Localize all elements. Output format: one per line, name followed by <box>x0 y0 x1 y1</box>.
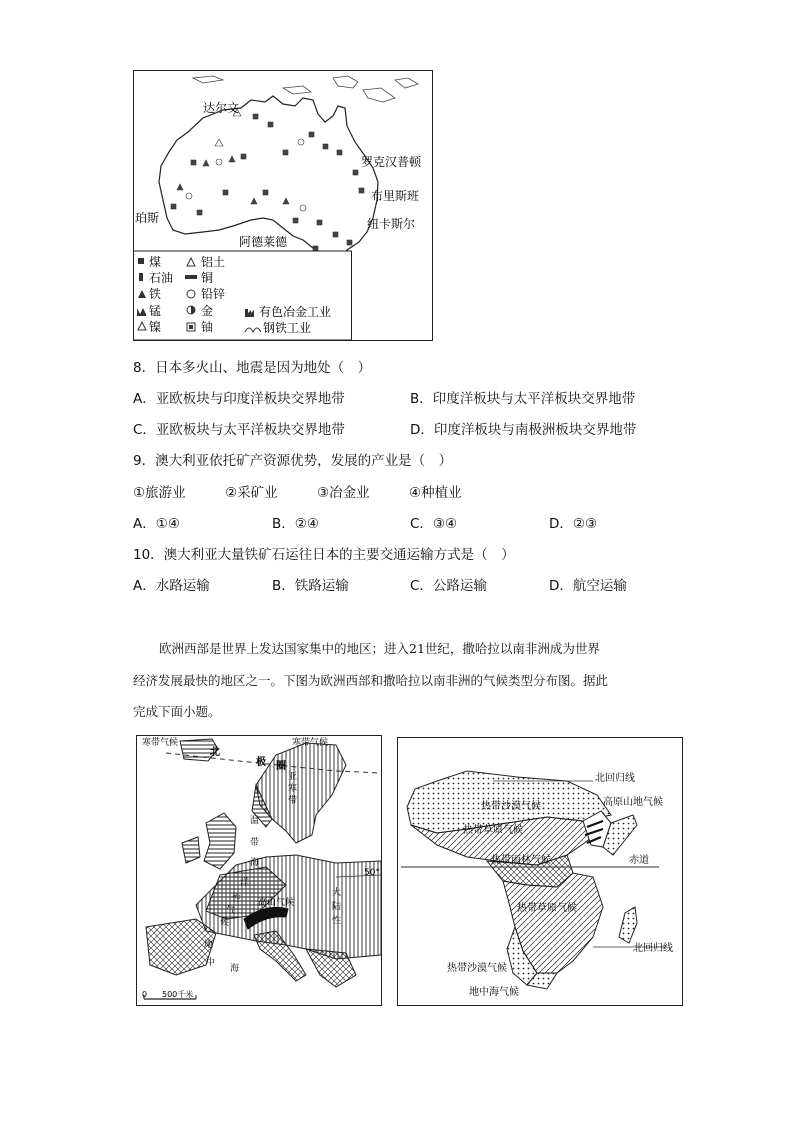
question-10-option-d[interactable]: D．航空运输 <box>549 578 627 594</box>
question-8-option-b[interactable]: B．印度洋板块与太平洋板块交界地带 <box>410 391 636 407</box>
label-alpine: 高山气候 <box>258 898 295 908</box>
legend-gold: 金 <box>201 304 214 318</box>
label-lat-50: 50° <box>364 868 380 878</box>
city-brisbane: 布里斯班 <box>371 189 420 203</box>
label-subarctic-1: 亚 <box>288 772 298 782</box>
label-subarctic-2: 寒 <box>288 784 298 794</box>
question-8-option-c[interactable]: C．亚欧板块与太平洋板块交界地带 <box>133 422 345 438</box>
question-9-option-b[interactable]: B．②④ <box>272 516 319 532</box>
label-highland: 高原山地气候 <box>603 797 663 808</box>
passage-line-3: 完成下面小题。 <box>133 704 221 719</box>
legend-iron: 铁 <box>149 287 162 301</box>
label-continental-3: 性 <box>332 916 342 926</box>
label-subarctic-3: 带 <box>288 796 298 806</box>
label-mediterranean: 地中海气候 <box>469 987 519 998</box>
label-desert-north: 热带沙漠气候 <box>481 801 541 812</box>
label-tm-3: 海 <box>250 858 260 868</box>
label-tropic-south: 北回归线 <box>633 943 673 954</box>
question-9-item-3: ③冶金业 <box>317 485 370 501</box>
question-10-option-b[interactable]: B．铁路运输 <box>272 578 349 594</box>
label-rainforest: 热带雨林气候 <box>491 855 551 866</box>
legend-coal: 煤 <box>149 255 162 269</box>
label-arctic-1: 北 <box>210 747 220 758</box>
city-perth: 珀斯 <box>135 211 160 225</box>
label-med-1: 地 <box>204 940 214 950</box>
question-9-option-c[interactable]: C．③④ <box>410 516 458 532</box>
label-savanna-north: 热带草原气候 <box>463 825 523 836</box>
legend-nickel: 镍 <box>149 320 162 334</box>
label-tm-5: 性 <box>232 894 242 904</box>
label-tm-4: 洋 <box>240 878 250 888</box>
label-arctic-3: 圈 <box>276 761 286 772</box>
australia-map <box>133 70 433 341</box>
label-tundra-left: 寒带气候 <box>142 738 179 748</box>
label-desert-south: 热带沙漠气候 <box>447 963 507 974</box>
city-adelaide: 阿德莱德 <box>239 235 288 249</box>
question-10-stem: 10．澳大利亚大量铁矿石运往日本的主要交通运输方式是（ ） <box>133 547 515 563</box>
label-continental-1: 大 <box>332 888 342 898</box>
label-med-3: 海 <box>230 964 240 974</box>
question-10-option-a[interactable]: A．水路运输 <box>133 578 210 594</box>
legend-box <box>134 251 352 340</box>
label-tundra-right: 寒带气候 <box>292 738 329 748</box>
question-9-stem: 9．澳大利亚依托矿产资源优势，发展的产业是（ ） <box>133 453 453 469</box>
city-darwin: 达尔文 <box>203 101 240 115</box>
passage-line-2: 经济发展最快的地区之一。下图为欧洲西部和撒哈拉以南非洲的气候类型分布图。据此 <box>133 673 609 688</box>
label-tm-6: 气 <box>226 906 236 916</box>
question-10-option-c[interactable]: C．公路运输 <box>410 578 487 594</box>
australia-map-figure <box>133 70 433 341</box>
legend-nonferrous: 有色冶金工业 <box>259 305 332 319</box>
africa-climate-figure <box>397 737 683 1006</box>
label-savanna-south: 热带草原气候 <box>517 903 577 914</box>
label-tm-2: 带 <box>250 838 260 848</box>
legend-lead-zinc: 铅锌 <box>201 287 226 301</box>
question-9-item-4: ④种植业 <box>409 485 462 501</box>
legend-oil: 石油 <box>149 271 174 285</box>
question-8-option-a[interactable]: A．亚欧板块与印度洋板块交界地带 <box>133 391 345 407</box>
label-arctic-2: 极 <box>256 757 266 768</box>
label-tm-7: 候 <box>220 918 230 928</box>
legend-copper: 铜 <box>201 271 214 285</box>
city-rockhampton: 罗克汉普顿 <box>361 155 422 169</box>
label-med-2: 中 <box>206 958 216 968</box>
label-continental-2: 陆 <box>332 902 342 912</box>
scale-label: 500千米 <box>162 990 194 999</box>
question-9-item-1: ①旅游业 <box>133 485 186 501</box>
question-9-option-a[interactable]: A．①④ <box>133 516 180 532</box>
legend-steel: 钢铁工业 <box>263 321 312 335</box>
legend-uranium: 铀 <box>201 320 214 334</box>
city-newcastle: 纽卡斯尔 <box>367 217 416 231</box>
question-8-stem: 8．日本多火山、地震是因为地处（ ） <box>133 360 372 376</box>
question-9-option-d[interactable]: D．②③ <box>549 516 598 532</box>
europe-climate-map <box>136 735 382 1006</box>
legend-bauxite: 铝土 <box>201 255 226 269</box>
label-tm-1: 温 <box>250 816 260 826</box>
africa-climate-map <box>397 737 683 1006</box>
label-tropic-north: 北回归线 <box>595 773 635 784</box>
question-9-item-2: ②采矿业 <box>225 485 278 501</box>
label-equator: 赤道 <box>629 855 649 866</box>
question-8-option-d[interactable]: D．印度洋板块与南极洲板块交界地带 <box>410 422 637 438</box>
legend-manganese: 锰 <box>149 304 162 318</box>
passage-line-1: 欧洲西部是世界上发达国家集中的地区；进入21世纪，撒哈拉以南非洲成为世界 <box>159 641 600 656</box>
scale-zero: 0 <box>142 990 148 999</box>
europe-climate-figure <box>136 735 382 1006</box>
